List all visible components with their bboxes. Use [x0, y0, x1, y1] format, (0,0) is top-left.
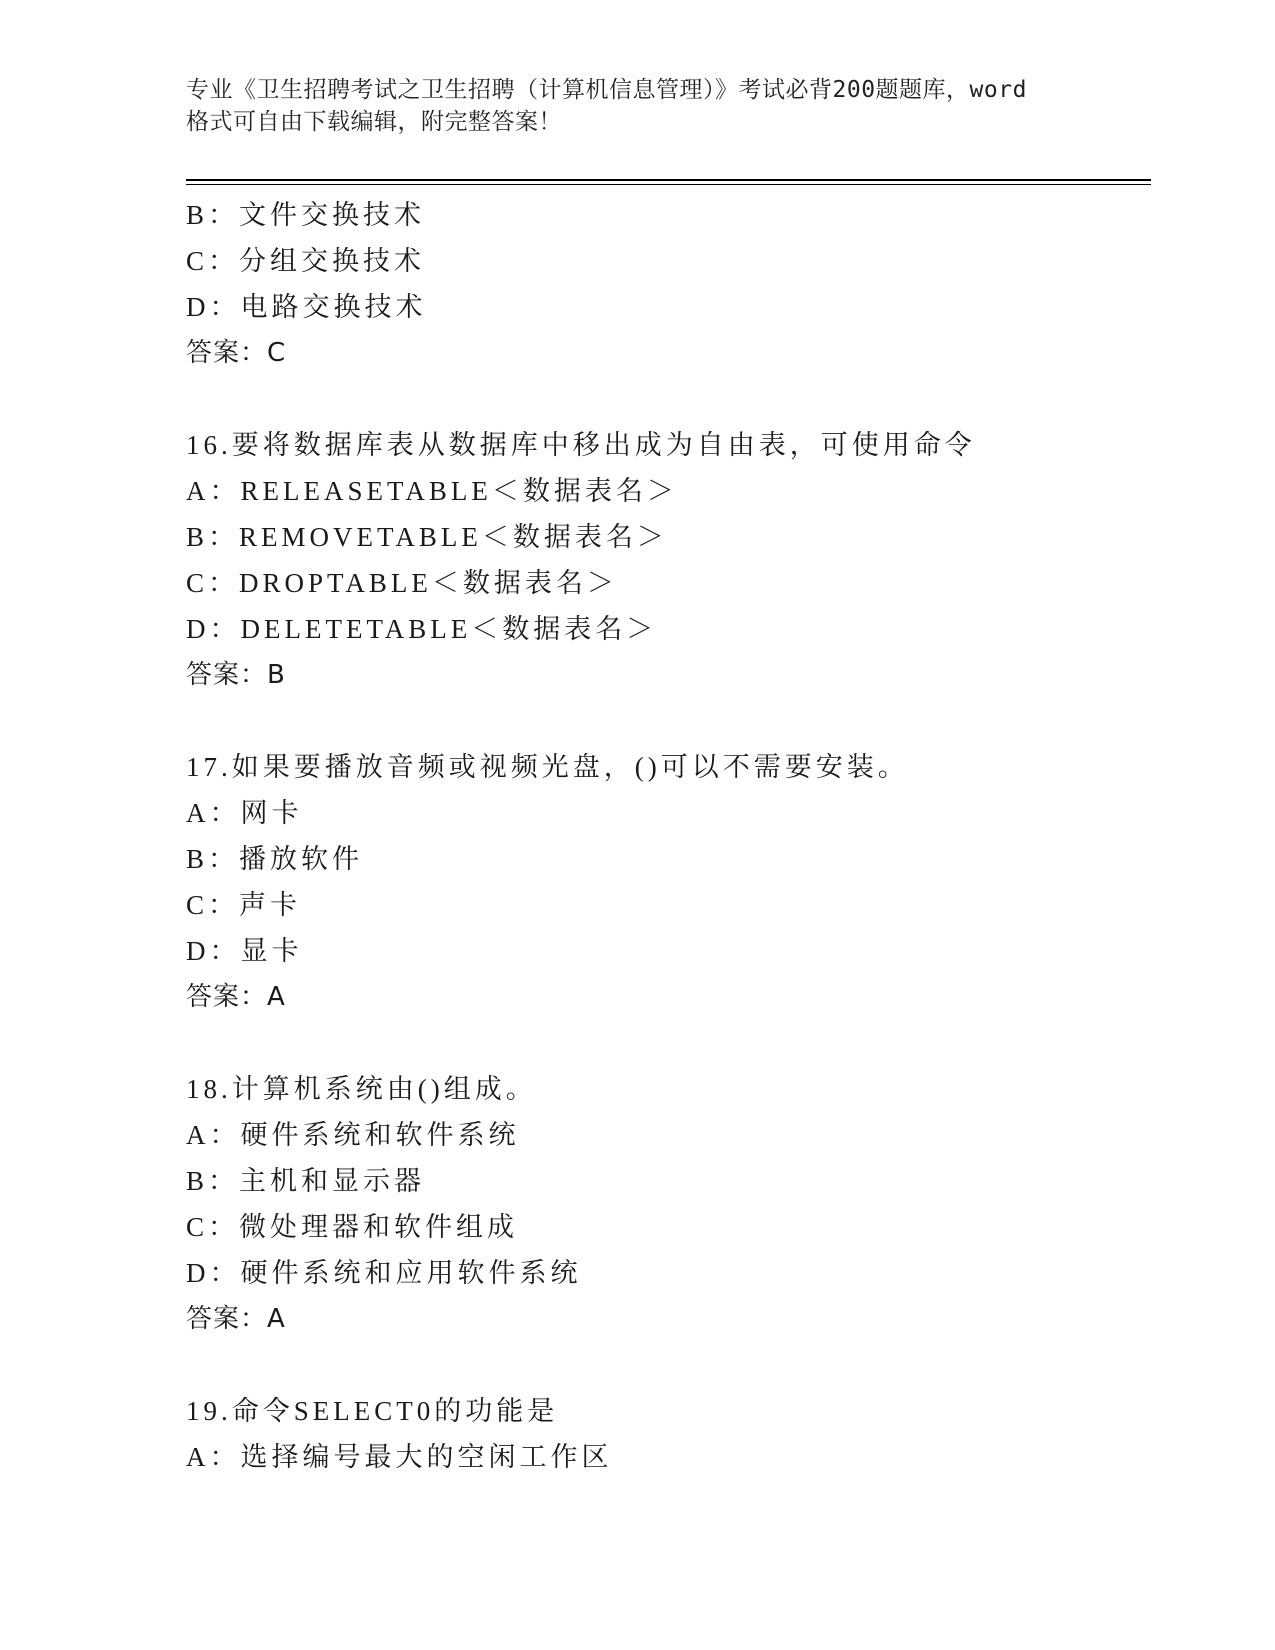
option-b: B：REMOVETABLE＜数据表名＞ — [186, 522, 668, 552]
answer-label: 答案：C — [186, 338, 287, 368]
option-a: A：RELEASETABLE＜数据表名＞ — [186, 476, 678, 506]
answer-label: 答案：B — [186, 660, 286, 690]
option-d: D：硬件系统和应用软件系统 — [186, 1258, 582, 1288]
option-a: A：网卡 — [186, 798, 303, 828]
option-a: A：硬件系统和软件系统 — [186, 1120, 520, 1150]
option-b: B：播放软件 — [186, 844, 364, 874]
option-c: C：分组交换技术 — [186, 246, 426, 276]
option-c: C：声卡 — [186, 890, 302, 920]
question-stem: 16.要将数据库表从数据库中移出成为自由表，可使用命令 — [186, 430, 976, 460]
answer-label: 答案：A — [186, 1304, 286, 1334]
option-a: A：选择编号最大的空闲工作区 — [186, 1442, 613, 1472]
question-stem: 17.如果要播放音频或视频光盘，()可以不需要安装。 — [186, 752, 909, 782]
header-divider-thin — [186, 184, 1151, 185]
header-title-line-2: 格式可自由下载编辑，附完整答案！ — [186, 109, 562, 135]
question-block-16 — [186, 422, 1146, 698]
document-header — [186, 74, 1086, 138]
header-title-line-1: 专业《卫生招聘考试之卫生招聘（计算机信息管理）》考试必背200题题库，word — [186, 77, 1027, 103]
question-block-17 — [186, 744, 1146, 1020]
option-d: D：电路交换技术 — [186, 292, 427, 322]
question-block-19 — [186, 1388, 1146, 1480]
option-b: B：文件交换技术 — [186, 200, 426, 230]
question-stem: 18.计算机系统由()组成。 — [186, 1074, 537, 1104]
option-c: C：DROPTABLE＜数据表名＞ — [186, 568, 618, 598]
question-list — [186, 192, 1146, 1480]
option-d: D：显卡 — [186, 936, 303, 966]
question-block-18 — [186, 1066, 1146, 1342]
option-b: B：主机和显示器 — [186, 1166, 426, 1196]
answer-label: 答案：A — [186, 982, 286, 1012]
header-divider-thick — [186, 179, 1151, 181]
question-block-15 — [186, 192, 1146, 376]
option-c: C：微处理器和软件组成 — [186, 1212, 519, 1242]
option-d: D：DELETETABLE＜数据表名＞ — [186, 614, 658, 644]
question-stem: 19.命令SELECT0的功能是 — [186, 1396, 559, 1426]
